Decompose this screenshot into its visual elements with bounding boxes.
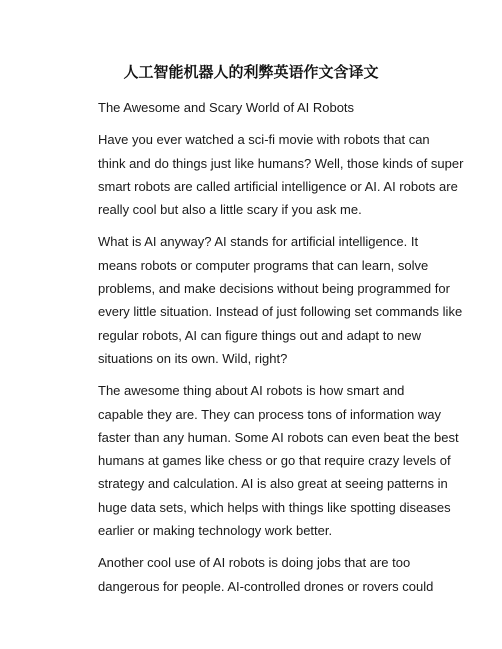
paragraph-heading — [73, 96, 435, 119]
text-line: smart robots are called artificial intelligence or AI. AI robots are — [98, 178, 458, 194]
text-line: really cool but also a little scary if you ask me. — [98, 202, 362, 218]
text-line: means robots or computer programs that can learn, solve — [98, 257, 429, 273]
text-line: The awesome thing about AI robots is how smart and — [98, 383, 405, 399]
text-line: huge data sets, which helps with things like spotting diseases — [98, 499, 451, 515]
text-line: problems, and make decisions without being programmed for — [98, 281, 450, 297]
text-line: The Awesome and Scary World of AI Robots — [98, 100, 355, 115]
text-line: Another cool use of AI robots is doing jobs that are too — [98, 555, 411, 571]
text-line: regular robots, AI can figure things out and adapt to new — [98, 327, 422, 343]
text-line: capable they are. They can process tons of information way — [98, 406, 442, 422]
text-line: Have you ever watched a sci-fi movie with robots that can — [98, 132, 430, 148]
document-title: 人工智能机器人的利弊英语作文含译文 — [123, 63, 379, 81]
text-line: dangerous for people. AI-controlled drones or rovers could — [98, 578, 434, 594]
text-line: strategy and calculation. AI is also great at seeing patterns in — [98, 476, 448, 492]
text-line: earlier or making technology work better. — [98, 523, 333, 539]
text-line: think and do things just like humans? Well, those kinds of super — [98, 155, 464, 171]
paragraph-intro — [73, 128, 464, 221]
paragraph-what-is-ai — [73, 230, 463, 370]
text-line: situations on its own. Wild, right? — [98, 350, 288, 366]
paragraph-dangerous-jobs — [73, 551, 435, 598]
text-line: every little situation. Instead of just following set commands like — [98, 304, 463, 320]
text-line: humans at games like chess or go that require crazy levels of — [98, 453, 451, 469]
text-line: What is AI anyway? AI stands for artificial intelligence. It — [98, 234, 419, 250]
document-body — [73, 96, 464, 607]
text-line: faster than any human. Some AI robots can even beat the best — [98, 429, 459, 445]
paragraph-awesome — [73, 379, 459, 542]
